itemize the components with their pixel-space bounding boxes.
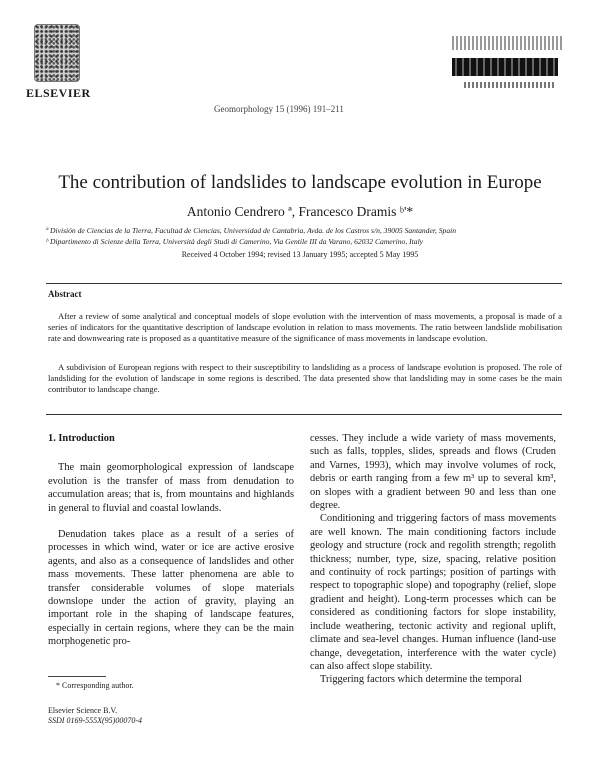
section-heading-introduction: 1. Introduction: [48, 433, 115, 444]
elsevier-tree-icon: [34, 24, 80, 82]
article-authors: Antonio Cendrero ª, Francesco Dramis ᵇ'*: [186, 204, 414, 219]
right-text-3: Triggering factors which determine the temporal: [320, 674, 522, 686]
journal-reference: Geomorphology 15 (1996) 191–211: [214, 104, 344, 114]
journal-cover-barcode-icon: [452, 36, 562, 92]
article-title: The contribution of landslides to landscape evolution in Europe: [58, 172, 542, 193]
right-text-2: Conditioning and triggering factors of mass movements are well known. The main conditioning factors include geology and structure (rock and regolith strength; regolith thickness; number, type, size, spacing, relative position and continuity of rock partings; position of partings with respect to topographic slope) and topography (relief, slope gradient and height). Long-term processes which can be considered as conditioning factors for slope instability, include weathering, tectonic activity and regional uplift, climate and sea-level changes. Human influence (land-use change, devegetation, interference with the water cycle) can also affect slope stability.: [310, 513, 556, 672]
abstract-paragraph-2: [48, 362, 562, 395]
right-column: [310, 432, 556, 687]
left-column: [48, 432, 294, 649]
corresponding-author-footnote: * Corresponding author.: [56, 681, 134, 690]
publisher-line-2: SSDI 0169-555X(95)00070-4: [48, 716, 142, 725]
publisher-info: [48, 706, 142, 726]
right-paragraph-1: cesses. They include a wide variety of mass movements, such as falls, topples, slides, spreads and flows (Cruden and Varnes, 1993), which may involve volumes of rock, debris or earth ranging from a few m³ up to several km³, on slopes with a gradient between 90 and less than one degree.: [310, 433, 556, 512]
publisher-logo-text: ELSEVIER: [26, 86, 91, 100]
intro-paragraph-2: [48, 528, 294, 649]
received-dates: Received 4 October 1994; revised 13 January 1995; accepted 5 May 1995: [181, 250, 419, 259]
intro-text-2: Denudation takes place as a result of a series of processes in which wind, water or ice are active erosive agents, and also as a consequence of landslides and other mass movements. These latter phenomena are able to transfer considerable volumes of slope materials downslope under the action of gravity, playing an important role in the shaping of landscape features, especially in certain regions, where they can be the main morphogenetic pro-: [48, 529, 294, 648]
abstract-heading: Abstract: [48, 289, 82, 299]
elsevier-logo: [26, 24, 91, 102]
affiliation-a: ª División de Ciencias de la Tierra, Facultad de Ciencias, Universidad de Cantabria, Avda. de los Castros s/n, 39005 Santander, Spain: [46, 226, 457, 235]
right-paragraph-2: [310, 512, 556, 673]
intro-paragraph-1: [48, 461, 294, 515]
publisher-line-1: Elsevier Science B.V.: [48, 706, 118, 715]
abstract-bottom-rule: [46, 414, 562, 415]
intro-text-1: The main geomorphological expression of landscape evolution is the transfer of mass from denudation to accumulation areas; that is, from mountains and highlands in general to fluvial and coastal lowlands.: [48, 462, 294, 514]
abstract-text-2: A subdivision of European regions with respect to their susceptibility to landsliding as a process of landscape evolution is proposed. The role of landsliding for the evolution of landscape in some regions is described. The data presented show that landsliding may in some cases be the main contributor to landscape change.: [48, 362, 562, 394]
abstract-top-rule: [46, 283, 562, 284]
right-paragraph-3: [310, 673, 556, 686]
footnote-rule: [48, 676, 106, 677]
abstract-paragraph-1: [48, 311, 562, 344]
abstract-text-1: After a review of some analytical and conceptual models of slope evolution with the intervention of mass movements, a proposal is made of a series of indicators for the quantitative description of landscape evolution in relation to mass movements. The ratio between landslide mobilisation rate and downwearing rate is proposed as a quantitative measure of the significance of mass movements in landscape evolution.: [48, 311, 562, 343]
affiliation-b: ᵇ Dipartimento di Scienze della Terra, Università degli Studi di Camerino, Via Gentile III da Varano, 62032 Camerino, Italy: [46, 237, 424, 246]
